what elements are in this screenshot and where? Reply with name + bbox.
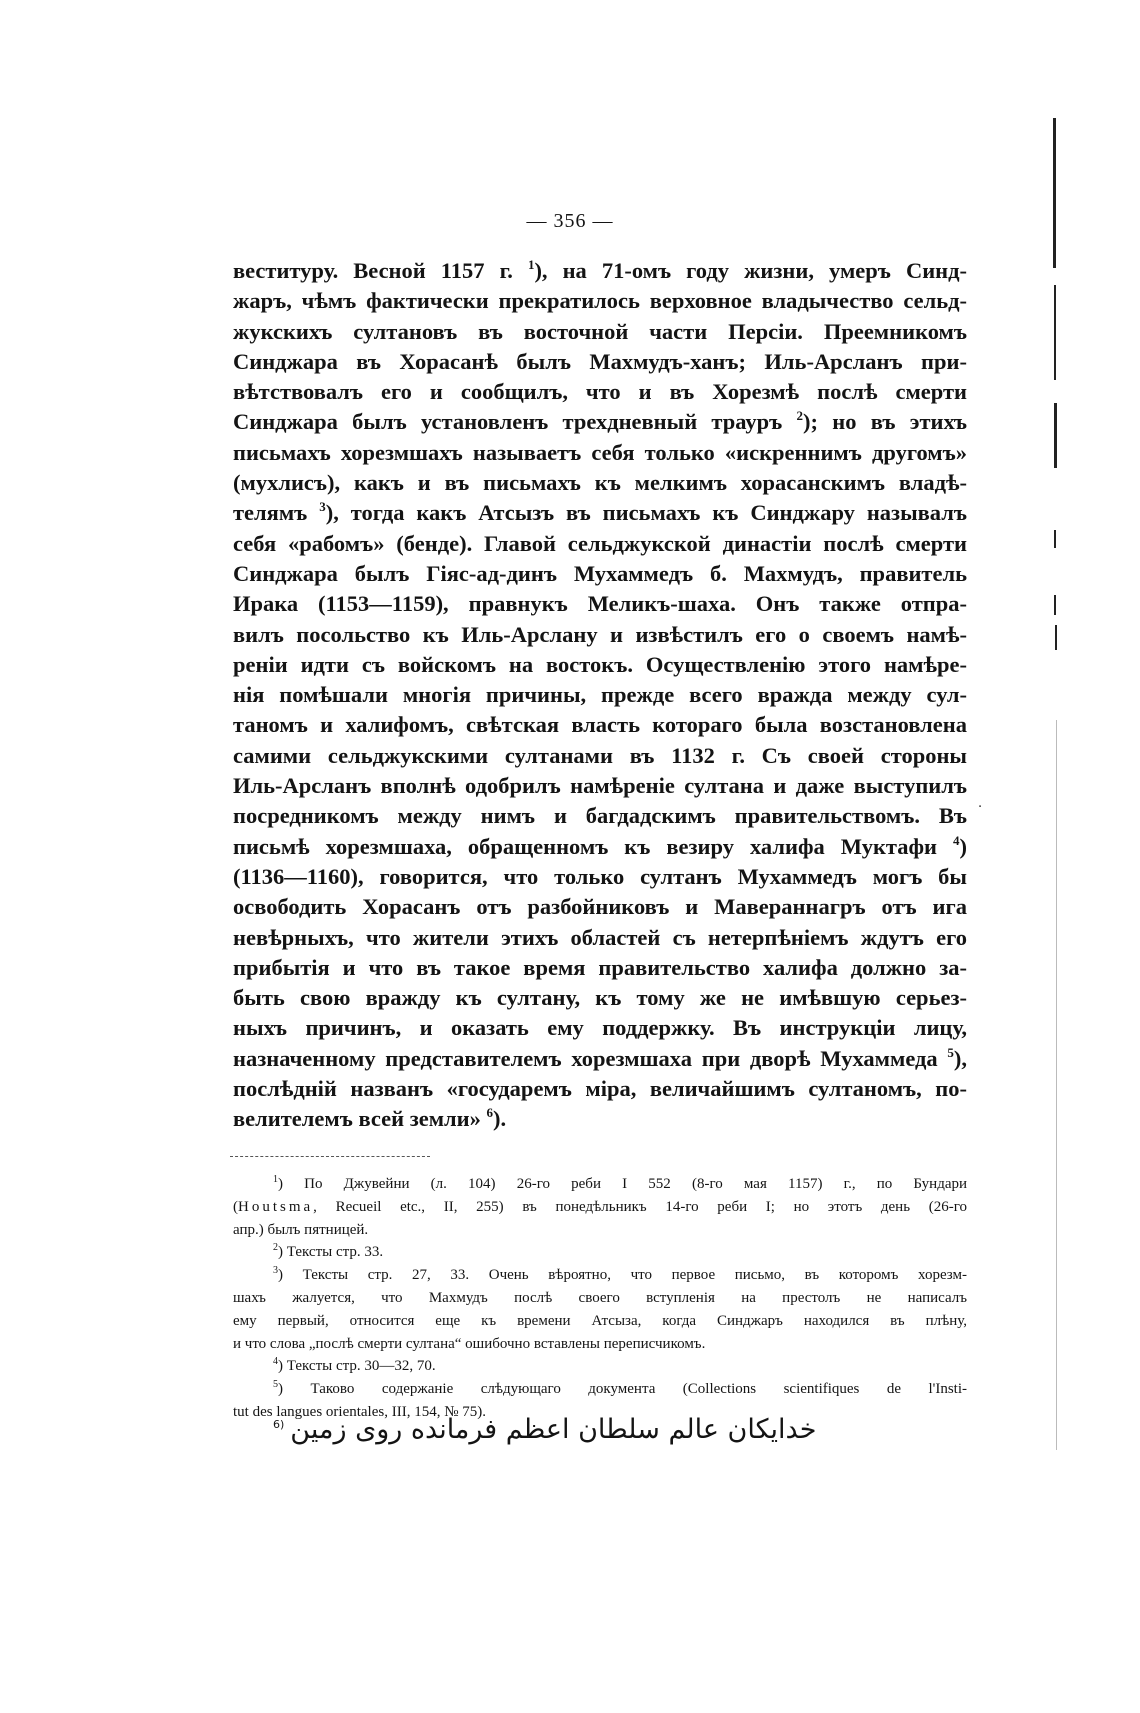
text-line: реніи идти съ войскомъ на востокъ. Осуществленію этого намѣре- <box>233 651 967 677</box>
text-line: таномъ и халифомъ, свѣтская власть котораго была возстановлена <box>233 712 967 738</box>
text-line: жаръ, чѣмъ фактически прекратилось верховное владычество сельд- <box>233 288 967 314</box>
text-line: назначенному представителемъ хорезмшаха при дворѣ Мухаммеда $^5$), <box>233 1044 967 1071</box>
footnote-5-cont: tut des langues orientales, III, 154, № 75). <box>233 1403 487 1420</box>
footnote-1-cont: (Houtsma, Recueil etc., II, 255) въ понедѣльникъ 14-го реби I; но этотъ день (26-го <box>233 1198 967 1215</box>
footnote-ref[interactable]: 3 <box>319 499 326 515</box>
page-edge-mark <box>1053 118 1056 268</box>
text-line: себя «рабомъ» (бенде). Главой сельджукской династіи послѣ смерти <box>233 530 967 556</box>
text-line: быть свою вражду къ султану, къ тому же не имѣвшую серьез- <box>233 985 967 1011</box>
text-line: веституру. Весной 1157 г. $^1$), на 71-омъ году жизни, умеръ Синд- <box>233 257 967 283</box>
page-edge-mark <box>1054 403 1057 468</box>
footnote-6-mark: 6) <box>273 1418 285 1431</box>
page-edge-mark <box>1055 625 1057 650</box>
text-line: нія помѣшали многія причины, прежде всего вражда между сул- <box>233 682 967 708</box>
text-line: (мухлисъ), какъ и въ письмахъ къ мелкимъ хорасанскимъ владѣ- <box>233 470 967 496</box>
footnote-ref[interactable]: 4 <box>953 832 960 848</box>
main-text <box>233 256 967 1135</box>
footnote-ref[interactable]: 5 <box>947 1044 954 1060</box>
footnote-1-cont: апр.) былъ пятницей. <box>233 1221 369 1238</box>
footnote-6 <box>233 1414 967 1445</box>
footnote-divider <box>230 1156 430 1157</box>
footnote-4: $^4$) Тексты стр. 30—32, 70. <box>273 1356 436 1375</box>
text-line: Ирака (1153—1159), правнукъ Меликъ-шаха. Онъ также отпра- <box>233 591 967 617</box>
page-number: — 356 — <box>526 210 614 232</box>
text-line: посредникомъ между нимъ и багдадскимъ правительствомъ. Въ <box>233 803 967 829</box>
text-line: велителемъ всей земли» $^6$). <box>233 1105 507 1132</box>
text-line: телямъ $^3$), тогда какъ Атсызъ въ письмахъ къ Синджару называлъ <box>233 499 967 526</box>
text-line: жукскихъ султановъ въ восточной части Персіи. Преемникомъ <box>233 318 967 344</box>
footnote-3-cont: и что слова „послѣ смерти султана“ ошибочно вставлены переписчикомъ. <box>233 1335 706 1352</box>
footnote-ref[interactable]: 2 <box>796 408 804 424</box>
footnote-2: $^2$) Тексты стр. 33. <box>273 1242 384 1261</box>
footnote-1: $^1$) По Джувейни (л. 104) 26-го реби I 552 (8-го мая 1157) г., по Бундари <box>273 1174 968 1192</box>
page-edge-mark <box>1054 285 1056 380</box>
text-line: письмѣ хорезмшаха, обращенномъ къ везиру халифа Муктафи $^4$) <box>233 832 967 859</box>
text-line: вѣтствовалъ его и сообщилъ, что и въ Хорезмѣ послѣ смерти <box>233 379 967 405</box>
footnote-3: $^3$) Тексты стр. 27, 33. Очень вѣроятно, что первое письмо, въ которомъ хорезм- <box>273 1265 967 1284</box>
text-line: письмахъ хорезмшахъ называетъ себя только «искреннимъ другомъ» <box>233 439 967 465</box>
text-line: самими сельджукскими султанами въ 1132 г. Съ своей стороны <box>233 742 967 768</box>
text-line: прибытія и что въ такое время правительство халифа должно за- <box>233 954 967 980</box>
text-line: ныхъ причинъ, и оказать ему поддержку. Въ инструкціи лицу, <box>233 1015 967 1041</box>
footnote-ref[interactable]: 6 <box>486 1105 494 1121</box>
arabic-quote: خدایکان عالم سلطان اعظم فرمانده روی زمین <box>290 1414 817 1445</box>
text-line: Синджара былъ установленъ трехдневный трауръ $^2$); но въ этихъ <box>233 408 967 435</box>
text-line: вилъ посольство къ Иль-Арслану и извѣстилъ его о своемъ намѣ- <box>233 621 967 647</box>
text-line: послѣдній названъ «государемъ міра, величайшимъ султаномъ, по- <box>233 1076 967 1102</box>
footnote-ref[interactable]: 1 <box>527 257 535 272</box>
author-name: Houtsma <box>238 1198 314 1215</box>
text-line: (1136—1160), говорится, что только султанъ Мухаммедъ могъ бы <box>233 863 967 889</box>
footnote-3-cont: шахъ жалуется, что Махмудъ послѣ своего вступленія на престолъ не написалъ <box>233 1289 967 1306</box>
page-edge-mark <box>1056 720 1057 1450</box>
page-edge-mark <box>1054 530 1056 548</box>
footnote-5: $^5$) Таково содержаніе слѣдующаго документа (Collections scientifiques de l'Insti- <box>273 1379 967 1398</box>
text-line: Синджара въ Хорасанѣ былъ Махмудъ-ханъ; Иль-Арсланъ при- <box>233 348 967 374</box>
text-line: освободить Хорасанъ отъ разбойниковъ и Мавераннагръ отъ ига <box>233 894 967 920</box>
footnote-3-cont: ему первый, относится еще къ времени Атсыза, когда Синджаръ находился въ плѣну, <box>233 1312 967 1329</box>
footnotes <box>233 1173 967 1424</box>
page-edge-mark <box>1054 595 1056 615</box>
text-line: Синджара былъ Гіяс-ад-динъ Мухаммедъ б. Махмудъ, правитель <box>233 560 967 586</box>
text-line: невѣрныхъ, что жители этихъ областей съ нетерпѣніемъ ждутъ его <box>233 924 967 950</box>
text-line: Иль-Арсланъ вполнѣ одобрилъ намѣреніе султана и даже выступилъ <box>233 773 967 799</box>
page-speck: · <box>978 800 983 815</box>
